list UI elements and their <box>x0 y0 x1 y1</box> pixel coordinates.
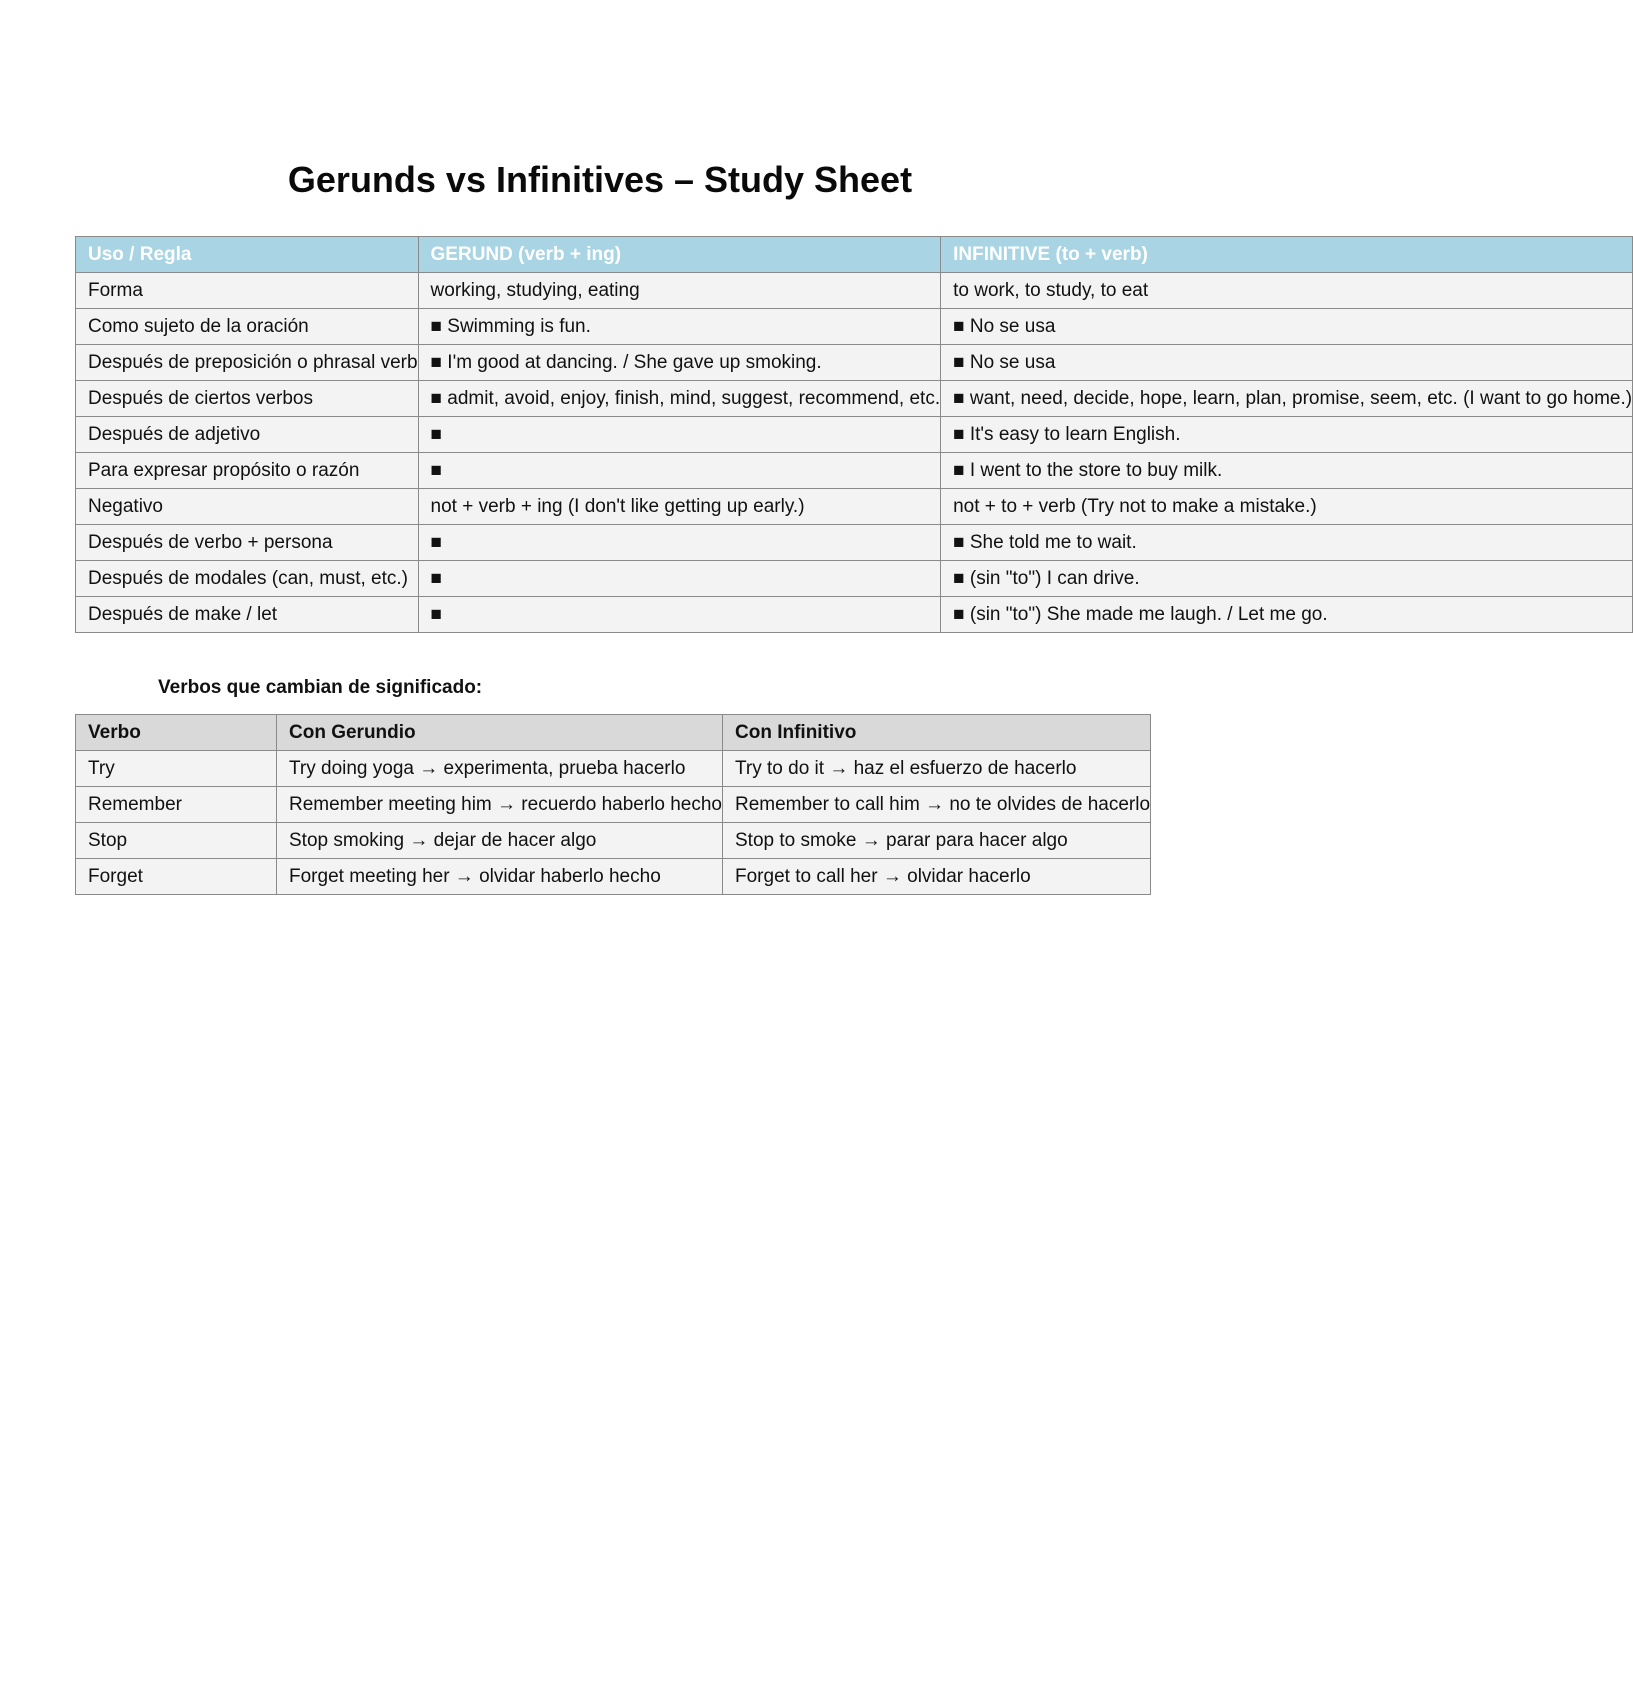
gerund-cell: ■ <box>418 525 941 561</box>
section-subtitle: Verbos que cambian de significado: <box>158 677 483 698</box>
gerund-cell: working, studying, eating <box>418 273 941 309</box>
rule-cell: Después de verbo + persona <box>76 525 419 561</box>
verb-cell: Stop <box>76 823 277 859</box>
gerund-meaning-cell: Forget meeting her → olvidar haberlo hecho <box>277 859 723 895</box>
rules-header-cell: GERUND (verb + ing) <box>418 237 941 273</box>
infinitive-cell: ■ She told me to wait. <box>941 525 1633 561</box>
rule-cell: Después de ciertos verbos <box>76 381 419 417</box>
table-row <box>76 561 1633 597</box>
infinitive-meaning-cell: Try to do it → haz el esfuerzo de hacerlo <box>723 751 1151 787</box>
verb-cell: Remember <box>76 787 277 823</box>
rule-cell: Después de make / let <box>76 597 419 633</box>
gerund-cell: ■ admit, avoid, enjoy, finish, mind, suggest, recommend, etc. <box>418 381 941 417</box>
verbs-meaning-table <box>75 714 1151 895</box>
infinitive-cell: ■ I went to the store to buy milk. <box>941 453 1633 489</box>
verbs-table-header-row <box>76 715 1151 751</box>
page-title: Gerunds vs Infinitives – Study Sheet <box>287 159 913 200</box>
infinitive-cell: ■ (sin "to") She made me laugh. / Let me go. <box>941 597 1633 633</box>
rule-cell: Como sujeto de la oración <box>76 309 419 345</box>
infinitive-cell: ■ want, need, decide, hope, learn, plan, promise, seem, etc. (I want to go home.) <box>941 381 1633 417</box>
table-row <box>76 273 1633 309</box>
rule-cell: Después de preposición o phrasal verb <box>76 345 419 381</box>
rules-table-header-row <box>76 237 1633 273</box>
infinitive-cell: to work, to study, to eat <box>941 273 1633 309</box>
gerund-cell: ■ <box>418 597 941 633</box>
verbs-header-cell: Con Infinitivo <box>723 715 1151 751</box>
infinitive-cell: ■ No se usa <box>941 345 1633 381</box>
table-row <box>76 823 1151 859</box>
table-row <box>76 309 1633 345</box>
rules-table <box>75 236 1633 633</box>
infinitive-meaning-cell: Remember to call him → no te olvides de hacerlo <box>723 787 1151 823</box>
table-row <box>76 381 1633 417</box>
table-row <box>76 417 1633 453</box>
gerund-cell: ■ <box>418 417 941 453</box>
gerund-cell: ■ Swimming is fun. <box>418 309 941 345</box>
table-row <box>76 751 1151 787</box>
gerund-meaning-cell: Stop smoking → dejar de hacer algo <box>277 823 723 859</box>
infinitive-cell: ■ (sin "to") I can drive. <box>941 561 1633 597</box>
infinitive-meaning-cell: Stop to smoke → parar para hacer algo <box>723 823 1151 859</box>
verb-cell: Try <box>76 751 277 787</box>
table-row <box>76 345 1633 381</box>
gerund-cell: not + verb + ing (I don't like getting up early.) <box>418 489 941 525</box>
rules-header-cell: Uso / Regla <box>76 237 419 273</box>
rule-cell: Después de adjetivo <box>76 417 419 453</box>
gerund-cell: ■ <box>418 453 941 489</box>
table-row <box>76 525 1633 561</box>
infinitive-cell: not + to + verb (Try not to make a mistake.) <box>941 489 1633 525</box>
rule-cell: Después de modales (can, must, etc.) <box>76 561 419 597</box>
verbs-header-cell: Con Gerundio <box>277 715 723 751</box>
gerund-cell: ■ <box>418 561 941 597</box>
gerund-meaning-cell: Remember meeting him → recuerdo haberlo hecho <box>277 787 723 823</box>
rule-cell: Negativo <box>76 489 419 525</box>
verbs-header-cell: Verbo <box>76 715 277 751</box>
table-row <box>76 859 1151 895</box>
table-row <box>76 597 1633 633</box>
rules-header-cell: INFINITIVE (to + verb) <box>941 237 1633 273</box>
gerund-cell: ■ I'm good at dancing. / She gave up smoking. <box>418 345 941 381</box>
table-row <box>76 489 1633 525</box>
verb-cell: Forget <box>76 859 277 895</box>
rule-cell: Para expresar propósito o razón <box>76 453 419 489</box>
infinitive-cell: ■ It's easy to learn English. <box>941 417 1633 453</box>
table-row <box>76 787 1151 823</box>
gerund-meaning-cell: Try doing yoga → experimenta, prueba hacerlo <box>277 751 723 787</box>
infinitive-meaning-cell: Forget to call her → olvidar hacerlo <box>723 859 1151 895</box>
infinitive-cell: ■ No se usa <box>941 309 1633 345</box>
rule-cell: Forma <box>76 273 419 309</box>
table-row <box>76 453 1633 489</box>
